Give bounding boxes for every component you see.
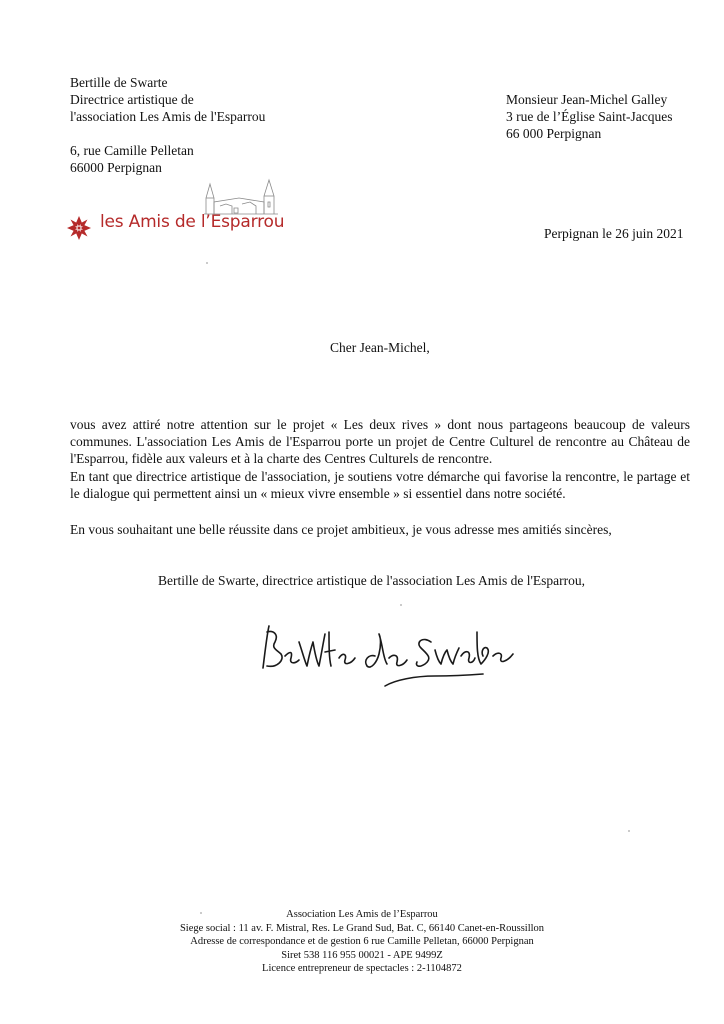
scan-speck	[628, 830, 630, 832]
scan-speck	[200, 912, 202, 914]
recipient-block	[506, 91, 672, 142]
letterhead-footer	[0, 908, 724, 976]
sender-name: Bertille de Swarte	[70, 75, 168, 90]
logo-text: les Amis de l’Esparrou	[100, 212, 285, 232]
footer-correspondence-address: Adresse de correspondance et de gestion 6 rue Camille Pelletan, 66000 Perpignan	[190, 936, 534, 948]
handwritten-signature	[255, 612, 525, 692]
signoff-line: Bertille de Swarte, directrice artistique de l'association Les Amis de l'Esparrou,	[158, 573, 585, 588]
sender-role: Directrice artistique de	[70, 92, 194, 107]
association-logo	[64, 176, 294, 246]
recipient-street: 3 rue de l’Église Saint-Jacques	[506, 109, 673, 124]
letter-body	[70, 416, 690, 502]
closing-line: En vous souhaitant une belle réussite dans ce projet ambitieux, je vous adresse mes amitiés sincères,	[70, 522, 612, 537]
red-cross-ornament-icon	[66, 215, 92, 241]
sender-street: 6, rue Camille Pelletan	[70, 143, 194, 158]
scan-speck	[206, 262, 208, 264]
salutation: Cher Jean-Michel,	[330, 340, 430, 355]
scan-speck	[400, 604, 402, 606]
footer-association: Association Les Amis de l’Esparrou	[286, 909, 438, 920]
body-paragraph: vous avez attiré notre attention sur le projet « Les deux rives » dont nous partageons beaucoup de valeurs communes. L'association Les Amis de l'Esparrou porte un projet de Centre Culturel de rencontre au Château de l'Esparrou, fidèle aux valeurs et à la charte des Centres Culturels de rencontre.	[70, 417, 690, 467]
footer-siret: Siret 538 116 955 00021 - APE 9499Z	[281, 949, 443, 961]
sender-organization: l'association Les Amis de l'Esparrou	[70, 109, 266, 124]
recipient-city: 66 000 Perpignan	[506, 126, 602, 141]
sender-block	[70, 74, 265, 125]
body-paragraph: En tant que directrice artistique de l'association, je soutiens votre démarche qui favorise la rencontre, le partage et le dialogue qui permettent ainsi un « mieux vivre ensemble » si essentiel dans notre société.	[70, 468, 690, 501]
recipient-name: Monsieur Jean-Michel Galley	[506, 92, 668, 107]
footer-licence: Licence entrepreneur de spectacles : 2-1104872	[262, 963, 462, 975]
letter-date: Perpignan le 26 juin 2021	[544, 226, 684, 241]
sender-city: 66000 Perpignan	[70, 160, 162, 175]
sender-address	[70, 142, 194, 176]
footer-head-office: Siege social : 11 av. F. Mistral, Res. Le Grand Sud, Bat. C, 66140 Canet-en-Roussillon	[179, 922, 545, 934]
castle-sketch-icon	[64, 176, 294, 246]
